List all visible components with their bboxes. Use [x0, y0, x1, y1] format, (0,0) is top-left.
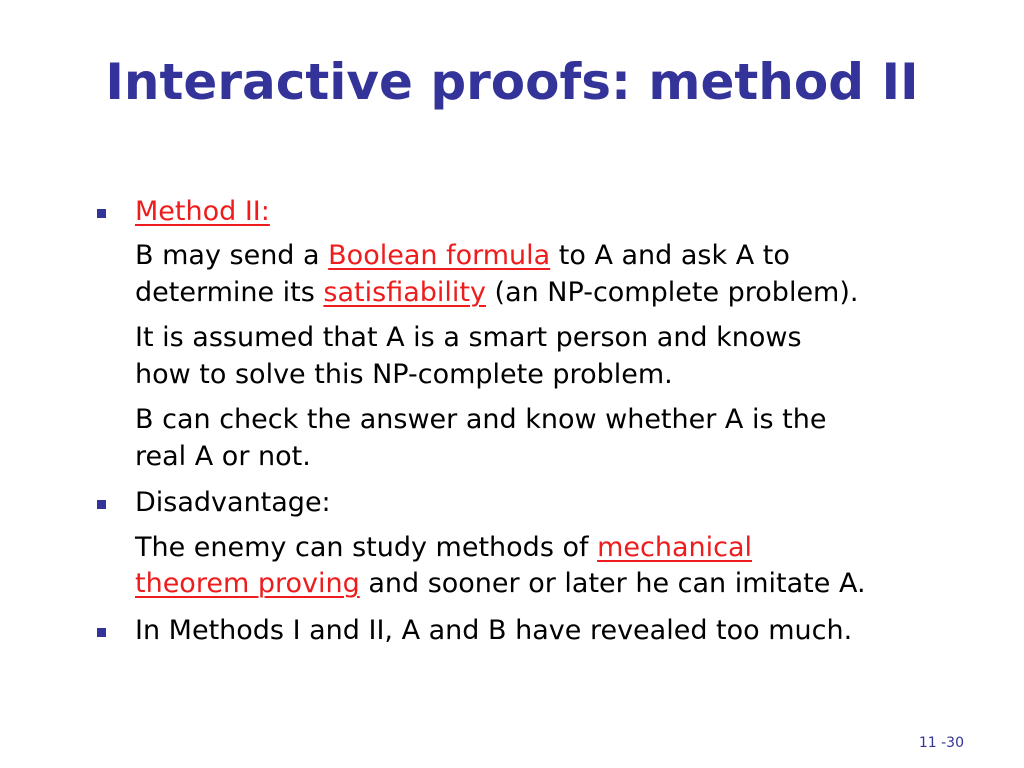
paragraph-line [135, 275, 858, 311]
paragraph-line: It is assumed that A is a smart person and knows [135, 322, 802, 353]
mechanical-link[interactable]: mechanical [597, 532, 752, 563]
theorem-proving-link[interactable]: theorem proving [135, 568, 360, 599]
paragraph-line [135, 238, 790, 274]
disadvantage-heading: Disadvantage: [135, 487, 331, 518]
boolean-formula-link[interactable]: Boolean formula [328, 240, 551, 271]
paragraph-line: how to solve this NP-complete problem. [135, 359, 673, 390]
paragraph-line [135, 566, 866, 602]
text: determine its [135, 277, 324, 308]
paragraph-line: B can check the answer and know whether A is the [135, 404, 827, 435]
bullet-square-icon [97, 628, 106, 637]
text: to A and ask A to [550, 240, 790, 271]
slide-title: Interactive proofs: method II [105, 53, 919, 111]
paragraph-line: real A or not. [135, 441, 311, 472]
method-ii-heading[interactable]: Method II: [135, 196, 270, 227]
page-number: 11 -30 [918, 735, 964, 751]
bullet-square-icon [97, 500, 106, 509]
text: B may send a [135, 240, 329, 271]
conclusion-bullet: In Methods I and II, A and B have revealed too much. [135, 615, 853, 646]
satisfiability-link[interactable]: satisfiability [323, 277, 486, 308]
bullet-square-icon [97, 209, 106, 218]
text: (an NP-complete problem). [485, 277, 859, 308]
text: and sooner or later he can imitate A. [359, 568, 866, 599]
paragraph-line [135, 530, 752, 566]
text: The enemy can study methods of [135, 532, 598, 563]
